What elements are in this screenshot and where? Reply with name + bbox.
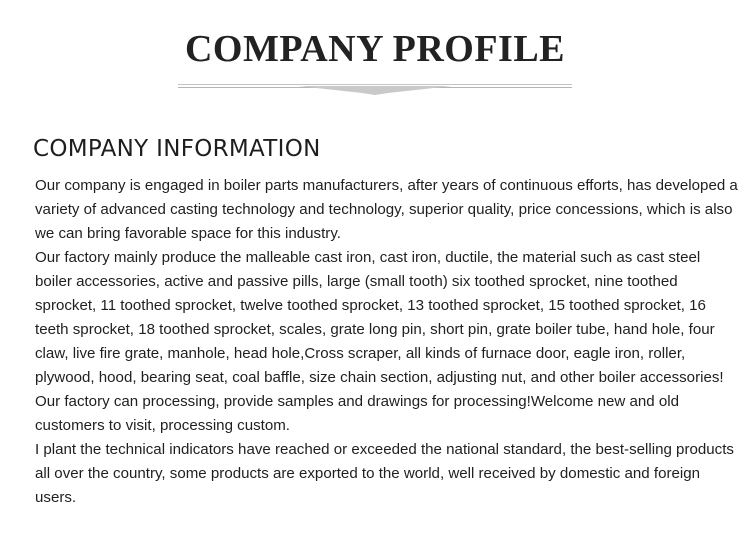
page-title: COMPANY PROFILE — [184, 28, 566, 70]
company-description — [35, 174, 741, 510]
paragraph-products: Our factory mainly produce the malleable cast iron, cast iron, ductile, the material such as cast steel boiler accessories, active and passive pills, large (small tooth) six toothed sprocket, nine toothed sprocket, 11 toothed sprocket, twelve toothed sprocket, 13 toothed sprocket, 15 toothed sprocket, 16 teeth sprocket, 18 toothed sprocket, scales, grate long pin, short pin, grate boiler tube, hand hole, four claw, live fire grate, manhole, head hole,Cross scraper, all kinds of furnace door, eagle iron, roller, plywood, hood, bearing seat, coal baffle, size chain section, adjusting nut, and other boiler accessories! — [35, 249, 724, 386]
section-heading: COMPANY INFORMATION — [33, 136, 321, 162]
title-divider — [178, 82, 572, 96]
paragraph-processing: Our factory can processing, provide samples and drawings for processing!Welcome new and old customers to visit, processing custom. — [35, 393, 680, 434]
paragraph-standards: I plant the technical indicators have reached or exceeded the national standard, the best-selling products all over the country, some products are exported to the world, well received by domestic and foreign users. — [35, 441, 734, 506]
paragraph-intro: Our company is engaged in boiler parts manufacturers, after years of continuous efforts, has developed a variety of advanced casting technology and technology, superior quality, price concessions, which is also we can bring favorable space for this industry. — [35, 177, 738, 242]
